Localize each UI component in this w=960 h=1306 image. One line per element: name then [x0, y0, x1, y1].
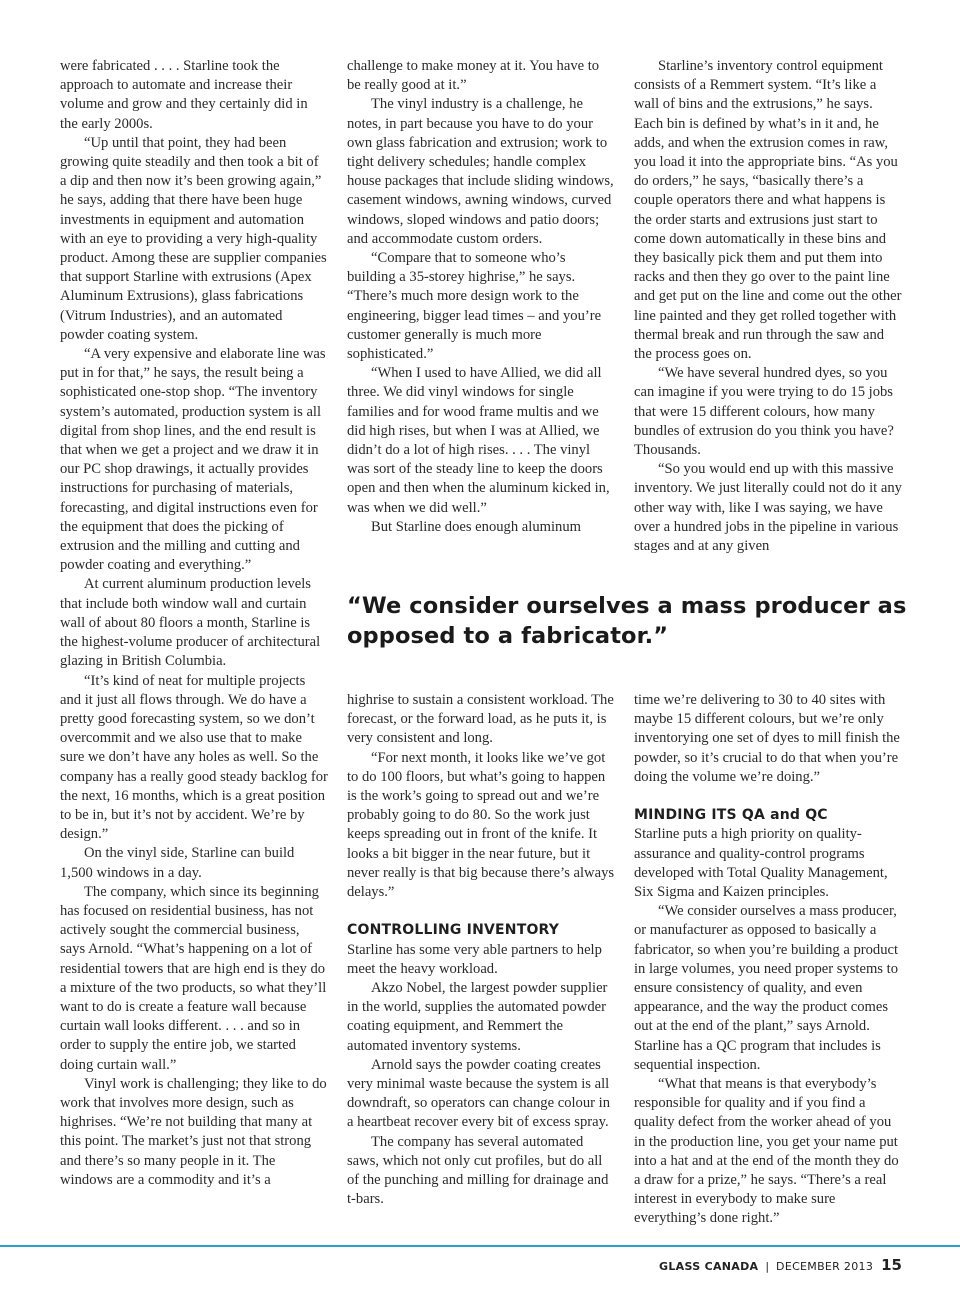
- paragraph: Vinyl work is challenging; they like to do work that involves more design, such as highrises. “We’re not building that many at this point. The market’s just not that strong and there’s so many people in it. The windows are a commodity and it’s a: [60, 1075, 327, 1188]
- paragraph: The company, which since its beginning has focused on residential business, has not actively sought the commercial business, says Arnold. “What’s happening on a lot of residential towers that are high end is they do a mixture of the two products, so what they’ll want to do is create a feature wall because curtain wall looks different. . . . and so in order to supply the entire job, we started doing curtain wall.”: [60, 883, 327, 1073]
- paragraph: “It’s kind of neat for multiple projects and it just all flows through. We do have a pretty good forecasting system, so we don’t overcommit and we also use that to make sure we don’t have any holes as well. So the company has a really good steady backlog for the next, 16 months, which is a great position to be in, but it’s not by accident. We’re by design.”: [60, 672, 328, 843]
- column-1: [60, 57, 328, 1190]
- paragraph: “When I used to have Allied, we did all three. We did vinyl windows for single families and for wood frame multis and we did high rises, but when I was at Allied, we didn’t do a lot of high rises. . . . The vinyl was sort of the steady line to keep the doors open and then when the aluminum kicked in, was when we did well.”: [347, 365, 610, 516]
- paragraph: “What that means is that everybody’s responsible for quality and if you find a quality defect from the worker ahead of you in the production line, you get your name put into a hat and at the end of the month they do a draw for a prize,” he says. “There’s a real interest in everybody to make sure everything’s done right.”: [634, 1076, 899, 1227]
- column-3-top: [634, 57, 902, 556]
- paragraph: At current aluminum production levels that include both window wall and curtain wall of about 80 floors a month, Starline is the highest-volume producer of architectural glazing in British Columbia.: [60, 576, 321, 670]
- column-3-bottom: [634, 691, 902, 1229]
- paragraph: The company has several automated saws, which not only cut profiles, but do all of the punching and milling for drainage and t-bars.: [347, 1133, 609, 1208]
- page-number: 15: [881, 1256, 902, 1274]
- paragraph: time we’re delivering to 30 to 40 sites with maybe 15 different colours, but we’re only inventorying one set of dyes to mill finish the powder, so it’s crucial to do that when you’re doing the volume we’re doing.”: [634, 692, 900, 785]
- paragraph: Starline has some very able partners to help meet the heavy workload.: [347, 941, 602, 977]
- column-2-top: [347, 57, 615, 537]
- paragraph: Starline puts a high priority on quality-assurance and quality-control programs developed with Total Quality Management, Six Sigma and Kaizen principles.: [634, 826, 888, 901]
- paragraph: “Up until that point, they had been growing quite steadily and then took a bit of a dip and then now it’s been growing again,” he says, adding that there have been huge investments in equipment and automation with an eye to providing a very high-quality product. Among these are supplier companies that support Starline with extrusions (Apex Aluminum Extrusions), glass fabrications (Vitrum Industries), and an automated powder coating system.: [60, 134, 327, 343]
- magazine-name: GLASS CANADA: [659, 1260, 759, 1273]
- paragraph: Starline’s inventory control equipment consists of a Remmert system. “It’s like a wall of bins and the extrusions,” he says. Each bin is defined by what’s in it and, he adds, and when the extrusion comes in raw, you load it into the appropriate bins. “As you do orders,” he says, “basically there’s a couple operators there and what happens is the order starts and extrusions just start to come down automatically in these bins and they basically pick them and put them into racks and then they go over to the paint line and get put on the line and come out the other line painted and they get rolled together with thermal break and run through the saw and the process goes on.: [634, 58, 902, 363]
- section-heading: MINDING ITS QA and QC: [634, 807, 828, 824]
- footer-separator: |: [765, 1260, 770, 1273]
- section-heading: CONTROLLING INVENTORY: [347, 922, 560, 939]
- paragraph: But Starline does enough aluminum: [371, 518, 581, 535]
- column-2-bottom: [347, 691, 615, 1209]
- page-footer: [659, 1256, 902, 1274]
- paragraph: “We have several hundred dyes, so you can imagine if you were trying to do 15 jobs that were 15 different colours, how many bundles of extrusion do you think you have? Thousands.: [634, 365, 894, 459]
- paragraph: highrise to sustain a consistent workload. The forecast, or the forward load, as he puts it, is very consistent and long.: [347, 692, 614, 747]
- paragraph: On the vinyl side, Starline can build 1,500 windows in a day.: [60, 845, 295, 881]
- issue-date: DECEMBER 2013: [776, 1260, 874, 1273]
- paragraph: “We consider ourselves a mass producer, or manufacturer as opposed to basically a fabricator, so when you’re building a product in large volumes, you need proper systems to ensure consistency of quality, and even appearance, and the way the product comes out at the end of the plant,” says Arnold. Starline has a QC program that includes is sequential inspection.: [634, 903, 899, 1073]
- paragraph: were fabricated . . . . Starline took the approach to automate and increase their volume and grow and they certainly did in the early 2000s.: [60, 58, 308, 132]
- footer-rule: [0, 1245, 960, 1247]
- paragraph: The vinyl industry is a challenge, he notes, in part because you have to do your own glass fabrication and extrusion; work to tight delivery schedules; handle complex house packages that include sliding windows, casement windows, awning windows, curved windows, sloped windows and patio doors; and accommodate custom orders.: [347, 96, 614, 247]
- paragraph: challenge to make money at it. You have to be really good at it.”: [347, 58, 600, 94]
- paragraph: “Compare that to someone who’s building a 35-storey highrise,” he says. “There’s much more design work to the engineering, bigger lead times – and you’re customer generally is much more sophisticated.”: [347, 250, 602, 363]
- paragraph: “A very expensive and elaborate line was put in for that,” he says, the result being a sophisticated one-stop shop. “The inventory system’s automated, production system is all digital from shop lines, and the end result is that when we get a project and we draw it in our PC shop drawings, it actually provides instructions for purchasing of materials, forecasting, and digital instructions even for the equipment that does the picking of extrusion and the milling and cutting and powder coating and everything.”: [60, 346, 326, 574]
- paragraph: “For next month, it looks like we’ve got to do 100 floors, but what’s going to happen is the work’s going to spread out and we’re probably going to do 80. So the work just keeps spreading out in front of the knife. It looks a bit bigger in the near future, but it never really is that big because there’s always delays.”: [347, 749, 615, 901]
- paragraph: Arnold says the powder coating creates very minimal waste because the system is all downdraft, so operators can change colour in a heartbeat recover every bit of excess spray.: [347, 1056, 611, 1131]
- pull-quote: “We consider ourselves a mass producer as opposed to a fabricator.”: [347, 593, 907, 649]
- paragraph: “So you would end up with this massive inventory. We just literally could not do it any other way with, like I was saying, we have over a hundred jobs in the pipeline in various stages and at any given: [634, 461, 902, 555]
- paragraph: Akzo Nobel, the largest powder supplier in the world, supplies the automated powder coating equipment, and Remmert the automated inventory systems.: [347, 980, 608, 1054]
